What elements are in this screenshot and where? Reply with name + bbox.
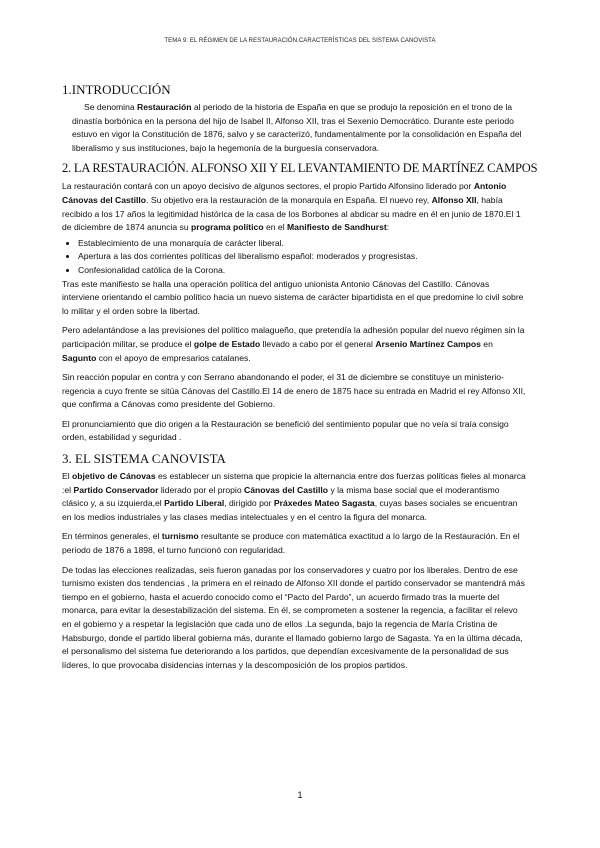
section-2-paragraph-5: El pronunciamiento que dio origen a la Restauración se benefició del sentimiento popular que no veía si traía consigo orden, estabilidad y seguridad . (62, 418, 509, 443)
bold-term: Sagunto (62, 352, 97, 363)
document-body (62, 82, 538, 678)
text-run: liderado por el propio (158, 484, 244, 495)
bold-term: Partido Liberal (164, 498, 225, 509)
text-run: Se denomina (84, 102, 138, 112)
text-run: resultante se produce con matemática exactitud a lo largo de la Restauración. En el periodo de 1876 a 1898, el turno funcionó con regularidad. (62, 531, 520, 556)
text-run: En términos generales, el (62, 531, 162, 542)
text-run: con el apoyo de empresarios catalanes. (96, 352, 251, 363)
text-run: Pero adelantándose a las previsiones del político malagueño, que pretendía la adhesión popular del nuevo régimen sin la participación militar, se produce el (62, 325, 525, 349)
bold-term: turnismo (161, 531, 199, 542)
text-run: llevado a cabo por el general (260, 338, 376, 349)
list-item: • Apertura a las dos corrientes políticas del liberalismo español: moderados y progresistas. (78, 250, 528, 264)
list-item: • Establecimiento de una monarquía de carácter liberal. (78, 237, 528, 251)
section-2-paragraph-1 (62, 180, 528, 234)
list-item: • Confesionalidad católica de la Corona. (78, 264, 528, 278)
section-2-title: 2. LA RESTAURACIÓN. ALFONSO XII Y EL LEVANTAMIENTO DE MARTÍNEZ CAMPOS (62, 161, 538, 176)
text-run: , cuyas bases sociales se encuentran en los medios industriales y las clases medias intelectuales y en el centro la figura del monarca. (62, 498, 518, 522)
section-2-paragraph-3 (62, 324, 528, 365)
bold-term: Antonio Cánovas del Castillo (62, 181, 507, 205)
text-run: , dirigido por (224, 498, 274, 509)
page-number: 1 (297, 790, 303, 800)
bold-term: programa político (191, 222, 266, 233)
section-3-paragraph-3: De todas las elecciones realizadas, seis fueron ganadas por los conservadores y cuatro por los liberales. Dentro de ese turnismo existen dos tendencias , la primera en el reinado de Alfonso XII donde el partido conservador se mantendrá más tiempo en el gobierno, hasta el acuerdo conocido como el “Pacto del Pardo”, un acuerdo firmado tras la muerte del monarca, para evitar la desestabilización del sistema. En él, se comprometen a sostener la regencia, a facilitar el relevo en el gobierno y a respetar la legislación que cada uno de ellos .La segunda, bajo la regencia de María Cristina de Habsburgo, donde el partido liberal gobierna más, durante el llamado gobierno largo de Sagasta. Ya en la última década, el personalismo del sistema fue deteriorando a los partidos, que dependían excesivamente de la personalidad de sus líderes, lo que provocaba disidencias internas y la descomposición de los propios partidos. (62, 564, 525, 670)
text-run: El (62, 471, 73, 482)
text-run: , había recibido a los 17 años la legitimidad histórica de la casa de los Borbones al abdicar su madre en él en junio de 1870.El 1 de diciembre de 1874 anuncia su (62, 194, 521, 233)
text-run: La restauración contará con un apoyo decisivo de algunos sectores, el propio Partido Alfonsino liderado por (62, 181, 474, 192)
manifesto-bullet-list (62, 237, 528, 278)
bold-term: golpe de Estado (193, 338, 261, 349)
section-2-paragraph-2: Tras este manifiesto se halla una operación política del antiguo unionista Antonio Cánovas del Castillo. Cánovas interviene orientando el cambio político hacia un nuevo sistema de carácter bipartidista en el que predomine lo civil sobre lo militar y el orden sobre la libertad. (62, 278, 524, 316)
bold-term: Cánovas del Castillo (244, 484, 329, 495)
text-run: : (386, 222, 390, 233)
bold-term: objetivo de Cánovas (72, 471, 156, 482)
text-run: . Su objetivo era la restauración de la monarquía en España. El nuevo rey, (146, 194, 432, 205)
running-header: TEMA 9: EL RÉGIMEN DE LA RESTAURACIÓN.CARACTERÍSTICAS DEL SISTEMA CANOVISTA (164, 38, 436, 44)
text-run: y la misma base social que el moderantismo clásico y, a su izquierda,el (62, 484, 500, 509)
text-run: es establecer un sistema que propicie la alternancia entre dos fuerzas políticas fieles al monarca :el (62, 471, 526, 495)
section-3-paragraph-1 (62, 470, 528, 524)
section-1-paragraph (62, 101, 528, 155)
bold-term: Alfonso XII (431, 194, 477, 205)
section-2-paragraph-4: Sin reacción popular en contra y con Serrano abandonando el poder, el 31 de diciembre se constituye un ministerio-regencia a cuyo frente se sitúa Cánovas del Castillo.El 14 de enero de 1875 hace su entrada en Madrid el rey Alfonso XII, que confirma a Cánovas como presidente del Gobierno. (62, 372, 526, 410)
text-run: en el (265, 222, 287, 233)
text-run: en (480, 338, 493, 349)
text-run: al periodo de la historia de España en que se produjo la reposición en el trono de la dinastía borbónica en la persona del hijo de Isabel II, Alfonso XII, tras el Sexenio Democrático. Durante este periodo estuvo en vigor la Constitución de 1876, salvo y se caracterizó, fundamentalmente por la consolidación en España del liberalismo y sus instituciones, bajo la hegemonía de la burguesía conservadora. (72, 102, 522, 153)
bold-term: Restauración (137, 102, 192, 112)
bold-term: Partido Conservador (73, 484, 159, 495)
section-3-title: 3. EL SISTEMA CANOVISTA (62, 451, 226, 467)
section-3-paragraph-2 (62, 530, 528, 557)
bold-term: Arsenio Martínez Campos (375, 338, 481, 349)
bold-term: Manifiesto de Sandhurst (287, 222, 387, 233)
bold-term: Práxedes Mateo Sagasta (273, 498, 375, 509)
section-1-title: 1.INTRODUCCIÓN (62, 82, 171, 97)
